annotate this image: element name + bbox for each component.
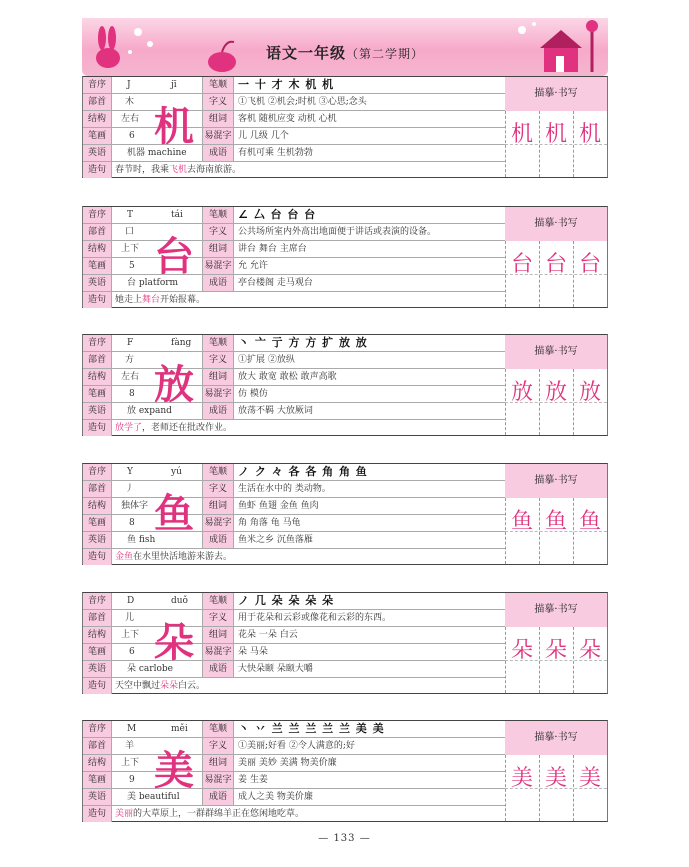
practice-box: [505, 206, 608, 308]
sentence-part: ，老师还在批改作业。: [142, 423, 233, 433]
radical: 丿: [125, 484, 135, 494]
practice-character: 朵: [510, 638, 533, 663]
words: 放大 敢宽 敢松 敢声高歌: [238, 372, 337, 382]
pinyin-label: 音序: [83, 207, 111, 223]
meaning-label: 字义: [203, 224, 233, 240]
practice-character: 机: [510, 122, 533, 147]
sentence-label: 造句: [83, 549, 111, 565]
practice-label: 描摹·书写: [505, 335, 607, 369]
english-label: 英语: [83, 145, 111, 161]
stroke-order: 丶 丷 兰 兰 兰 兰 兰 美 美: [238, 722, 385, 735]
sentence-part: 去海南旅游。: [187, 165, 242, 175]
english-label: 英语: [83, 789, 111, 805]
confusable-words: 朵 马朵: [238, 647, 268, 657]
sentence-label: 造句: [83, 806, 111, 822]
table-row: [83, 77, 506, 94]
english-label: 英语: [83, 661, 111, 677]
divider: [233, 593, 234, 678]
confusable-label: 易混字: [203, 386, 233, 402]
char-card: [82, 76, 608, 178]
radical: 口: [125, 227, 135, 237]
structure: 上下: [121, 244, 140, 254]
meaning-label: 字义: [203, 738, 233, 754]
sentence-highlight: 美丽: [115, 809, 134, 819]
example-sentence: [111, 162, 506, 178]
structure-label: 结构: [83, 111, 111, 127]
practice-box: [505, 334, 608, 436]
words-label: 组词: [203, 627, 233, 643]
info-table: [82, 334, 505, 436]
divider: [111, 420, 112, 436]
char-card: [82, 720, 608, 822]
stroke-count: 8: [129, 518, 135, 528]
practice-character: 鱼: [578, 509, 601, 534]
table-row: [83, 464, 506, 481]
pinyin-label: 音序: [83, 464, 111, 480]
divider: [202, 464, 203, 549]
pinyin: yú: [171, 467, 182, 477]
stroke-count: 6: [129, 647, 135, 657]
idioms: 放荡不羁 大放厥词: [238, 406, 313, 416]
words-label: 组词: [203, 241, 233, 257]
stroke-count-label: 笔画: [83, 386, 111, 402]
example-sentence: [111, 806, 506, 822]
practice-label: 描摹·书写: [505, 721, 607, 755]
main-character: 机: [154, 104, 194, 150]
confusable-words: 仿 模仿: [238, 389, 268, 399]
sentence-label: 造句: [83, 162, 111, 178]
practice-character: 机: [578, 122, 601, 147]
divider: [111, 335, 112, 420]
confusable-words: 角 角落 龟 马龟: [238, 518, 301, 528]
radical-label: 部首: [83, 94, 111, 110]
divider: [111, 593, 112, 678]
info-table: [82, 206, 505, 308]
stroke-order: ノ ク 々 各 各 角 角 鱼: [238, 465, 368, 478]
practice-character: 朵: [578, 638, 601, 663]
pinyin-label: 音序: [83, 335, 111, 351]
practice-grid: [505, 241, 607, 307]
main-character: 朵: [154, 620, 194, 666]
info-table: [82, 76, 505, 178]
practice-character: 鱼: [544, 509, 567, 534]
pinyin-initial: J: [127, 80, 131, 90]
pinyin-label: 音序: [83, 721, 111, 737]
stroke-order-label: 笔顺: [203, 464, 233, 480]
divider: [111, 77, 112, 162]
words: 鱼虾 鱼翅 金鱼 鱼肉: [238, 501, 319, 511]
main-character: 鱼: [154, 491, 194, 537]
divider: [202, 77, 203, 162]
sentence-highlight: 金鱼: [115, 552, 134, 562]
radical: 羊: [125, 741, 135, 751]
stroke-order-label: 笔顺: [203, 593, 233, 609]
pinyin: duǒ: [171, 596, 188, 606]
table-row: [83, 335, 506, 352]
practice-box: [505, 463, 608, 565]
radical-label: 部首: [83, 224, 111, 240]
stroke-order: 一 十 才 木 机 机: [238, 78, 335, 91]
confusable-words: 姜 生姜: [238, 775, 268, 785]
pinyin-initial: F: [127, 338, 134, 348]
practice-label: 描摹·书写: [505, 77, 607, 111]
divider: [111, 806, 112, 822]
confusable-words: 儿 几级 几个: [238, 131, 289, 141]
table-row: [83, 207, 506, 224]
sentence-part: 的大草原上，一群群绵羊正在悠闲地吃草。: [133, 809, 305, 819]
divider: [111, 678, 112, 694]
practice-label: 描摹·书写: [505, 593, 607, 627]
sentence-part: 春节时，我乘: [115, 165, 170, 175]
meaning-label: 字义: [203, 610, 233, 626]
meaning: ①扩展 ②放纵: [238, 355, 295, 365]
english-word: 朵 carlobe: [127, 664, 173, 674]
radical-label: 部首: [83, 352, 111, 368]
words: 讲台 舞台 主席台: [238, 244, 307, 254]
stroke-count-label: 笔画: [83, 128, 111, 144]
stroke-count: 9: [129, 775, 135, 785]
sentence-part: 在水里快活地游来游去。: [133, 552, 233, 562]
meaning: 生活在水中的 类动物。: [238, 484, 331, 494]
practice-character: 美: [578, 766, 601, 791]
page-number: — 133 —: [318, 833, 371, 844]
structure-label: 结构: [83, 755, 111, 771]
practice-label: 描摹·书写: [505, 207, 607, 241]
pinyin-initial: D: [127, 596, 135, 606]
words-label: 组词: [203, 755, 233, 771]
practice-character: 美: [544, 766, 567, 791]
stroke-order: ∠ 厶 台 台 台: [238, 208, 317, 221]
pinyin-initial: M: [127, 724, 137, 734]
stroke-order: ノ 几 朵 朵 朵 朵: [238, 594, 335, 607]
idiom-label: 成语: [203, 275, 233, 291]
practice-label: 描摹·书写: [505, 464, 607, 498]
meaning-label: 字义: [203, 352, 233, 368]
english-label: 英语: [83, 532, 111, 548]
page-title: 语文一年级（第二学期）: [265, 44, 425, 62]
confusable-label: 易混字: [203, 258, 233, 274]
confusable-label: 易混字: [203, 128, 233, 144]
stroke-order-label: 笔顺: [203, 207, 233, 223]
char-card: [82, 463, 608, 565]
radical-label: 部首: [83, 610, 111, 626]
practice-character: 放: [578, 380, 601, 405]
english-word: 机器 machine: [127, 148, 187, 158]
sentence-part: 天空中飘过: [115, 681, 161, 691]
idiom-label: 成语: [203, 789, 233, 805]
table-row: [83, 420, 506, 436]
idioms: 亭台楼阁 走马观台: [238, 278, 313, 288]
practice-character: 机: [544, 122, 567, 147]
idioms: 成人之美 物美价廉: [238, 792, 313, 802]
divider: [202, 335, 203, 420]
sentence-label: 造句: [83, 292, 111, 308]
pinyin-initial: T: [127, 210, 134, 220]
stroke-count-label: 笔画: [83, 258, 111, 274]
stroke-order-label: 笔顺: [203, 77, 233, 93]
idiom-label: 成语: [203, 145, 233, 161]
practice-character: 美: [510, 766, 533, 791]
meaning: ①美丽;好看 ②令人满意的;好: [238, 741, 355, 751]
stroke-count: 6: [129, 131, 135, 141]
structure: 左右: [121, 114, 140, 124]
practice-grid: [505, 498, 607, 564]
meaning: 公共场所室内外高出地面便于讲话或表演的设备。: [238, 227, 437, 237]
structure: 上下: [121, 630, 140, 640]
pinyin: měi: [171, 724, 188, 734]
meaning-label: 字义: [203, 94, 233, 110]
radical: 方: [125, 355, 135, 365]
sentence-highlight: 朵朵: [160, 681, 179, 691]
meaning-label: 字义: [203, 481, 233, 497]
divider: [202, 721, 203, 806]
stroke-count: 5: [129, 261, 135, 271]
divider: [233, 464, 234, 549]
practice-character: 朵: [544, 638, 567, 663]
sentence-part: 开始报幕。: [160, 295, 206, 305]
table-row: [83, 549, 506, 565]
structure-label: 结构: [83, 369, 111, 385]
confusable-label: 易混字: [203, 644, 233, 660]
practice-character: 放: [510, 380, 533, 405]
english-word: 鱼 fish: [127, 535, 156, 545]
divider: [233, 207, 234, 292]
practice-character: 鱼: [510, 509, 533, 534]
table-row: [83, 593, 506, 610]
practice-grid: [505, 627, 607, 693]
example-sentence: [111, 549, 506, 565]
info-table: [82, 720, 505, 822]
page-header: [82, 18, 608, 76]
radical-label: 部首: [83, 481, 111, 497]
idiom-label: 成语: [203, 403, 233, 419]
pinyin-initial: Y: [127, 467, 133, 477]
english-word: 美 beautiful: [127, 792, 180, 802]
words-label: 组词: [203, 369, 233, 385]
words: 客机 随机应变 动机 心机: [238, 114, 337, 124]
main-character: 美: [154, 748, 194, 794]
idioms: 大快朵颐 朵颐大嚼: [238, 664, 313, 674]
divider: [111, 464, 112, 549]
divider: [111, 207, 112, 292]
radical-label: 部首: [83, 738, 111, 754]
sentence-part: 她走上: [115, 295, 143, 305]
stroke-count: 8: [129, 389, 135, 399]
char-card: [82, 592, 608, 694]
sentence-part: 白云。: [178, 681, 206, 691]
words: 美丽 美妙 美满 物美价廉: [238, 758, 337, 768]
sentence-highlight: 飞机: [169, 165, 188, 175]
structure-label: 结构: [83, 627, 111, 643]
english-word: 台 platform: [127, 278, 179, 288]
stroke-count-label: 笔画: [83, 515, 111, 531]
pinyin: jī: [171, 80, 177, 90]
table-row: [83, 292, 506, 308]
pinyin: tái: [171, 210, 183, 220]
english-label: 英语: [83, 275, 111, 291]
divider: [111, 162, 112, 178]
practice-character: 台: [544, 252, 567, 277]
practice-grid: [505, 369, 607, 435]
divider: [111, 549, 112, 565]
example-sentence: [111, 420, 506, 436]
practice-character: 台: [578, 252, 601, 277]
info-table: [82, 592, 505, 694]
idiom-label: 成语: [203, 661, 233, 677]
table-row: [83, 678, 506, 694]
divider: [233, 721, 234, 806]
pinyin-label: 音序: [83, 593, 111, 609]
table-row: [83, 162, 506, 178]
structure-label: 结构: [83, 498, 111, 514]
example-sentence: [111, 678, 506, 694]
divider: [111, 292, 112, 308]
divider: [202, 207, 203, 292]
radical: 木: [125, 97, 135, 107]
meaning: 用于花朵和云彩或像花和云彩的东西。: [238, 613, 392, 623]
idiom-label: 成语: [203, 532, 233, 548]
structure: 上下: [121, 758, 140, 768]
words-label: 组词: [203, 111, 233, 127]
main-character: 台: [154, 234, 194, 280]
divider: [202, 593, 203, 678]
sentence-highlight: 放学了: [115, 423, 143, 433]
sentence-label: 造句: [83, 420, 111, 436]
stroke-order-label: 笔顺: [203, 721, 233, 737]
stroke-count-label: 笔画: [83, 772, 111, 788]
sentence-highlight: 舞台: [142, 295, 161, 305]
table-row: [83, 721, 506, 738]
confusable-label: 易混字: [203, 772, 233, 788]
practice-grid: [505, 755, 607, 821]
meaning: ①飞机 ②机会;时机 ③心思;念头: [238, 97, 367, 107]
english-word: 放 expand: [127, 406, 172, 416]
pinyin: fàng: [171, 338, 192, 348]
practice-box: [505, 720, 608, 822]
info-table: [82, 463, 505, 565]
table-row: [83, 806, 506, 822]
divider: [233, 335, 234, 420]
practice-grid: [505, 111, 607, 177]
structure: 左右: [121, 372, 140, 382]
divider: [233, 77, 234, 162]
radical: 儿: [125, 613, 135, 623]
stroke-count-label: 笔画: [83, 644, 111, 660]
example-sentence: [111, 292, 506, 308]
structure-label: 结构: [83, 241, 111, 257]
divider: [111, 721, 112, 806]
stroke-order-label: 笔顺: [203, 335, 233, 351]
practice-box: [505, 592, 608, 694]
sentence-label: 造句: [83, 678, 111, 694]
char-card: [82, 206, 608, 308]
pinyin-label: 音序: [83, 77, 111, 93]
structure: 独体字: [121, 501, 149, 511]
english-label: 英语: [83, 403, 111, 419]
confusable-words: 允 允许: [238, 261, 268, 271]
confusable-label: 易混字: [203, 515, 233, 531]
main-character: 放: [154, 362, 194, 408]
stroke-order: 丶 亠 亍 方 方 扩 放 放: [238, 336, 368, 349]
char-card: [82, 334, 608, 436]
idioms: 有机可乘 生机勃勃: [238, 148, 313, 158]
idioms: 鱼米之乡 沉鱼落雁: [238, 535, 313, 545]
words: 花朵 一朵 白云: [238, 630, 298, 640]
practice-character: 台: [510, 252, 533, 277]
house-decoration-icon: [512, 20, 602, 76]
practice-character: 放: [544, 380, 567, 405]
words-label: 组词: [203, 498, 233, 514]
practice-box: [505, 76, 608, 178]
